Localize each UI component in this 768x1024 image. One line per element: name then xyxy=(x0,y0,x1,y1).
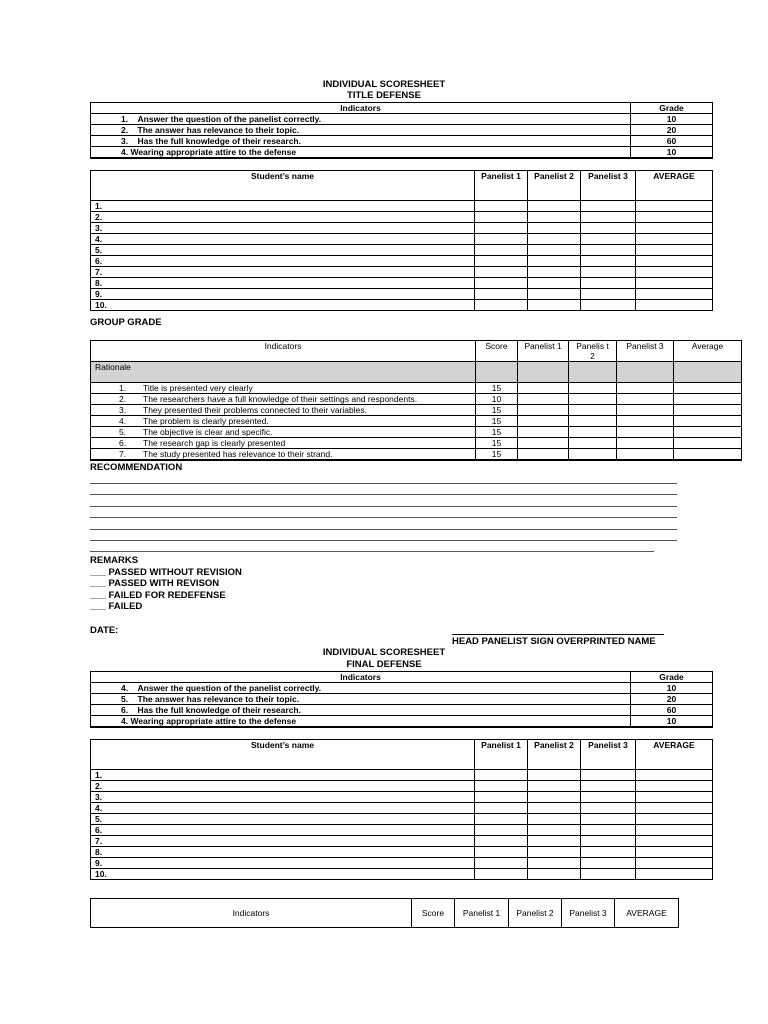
panelist-2-score[interactable] xyxy=(528,814,581,825)
panelist-3-score[interactable] xyxy=(581,300,636,311)
average-score[interactable] xyxy=(636,770,713,781)
group-item-score: 10 xyxy=(476,394,518,405)
signature-line[interactable] xyxy=(452,634,664,635)
panelist-1-score[interactable] xyxy=(475,836,528,847)
student-name-header: Student’s name xyxy=(91,171,475,201)
panelist-3-score[interactable] xyxy=(581,803,636,814)
average-score[interactable] xyxy=(636,858,713,869)
final-group-table xyxy=(90,898,679,928)
panelist-1-score[interactable] xyxy=(475,869,528,880)
group-item-row xyxy=(91,427,742,438)
student-name-header: Student’s name xyxy=(91,740,475,770)
panelist-2-score[interactable] xyxy=(528,770,581,781)
indicator-grade: 60 xyxy=(631,705,713,716)
group-item-text: 3. They presented their problems connected to their variables. xyxy=(91,405,476,416)
student-number[interactable]: 10. xyxy=(91,300,475,311)
indicators-header: Indicators xyxy=(91,103,631,114)
group-item-text: 5. The objective is clear and specific. xyxy=(91,427,476,438)
panelist-1-score[interactable] xyxy=(518,427,569,438)
student-number[interactable]: 4. xyxy=(91,803,475,814)
student-row xyxy=(91,836,713,847)
indicator-row: 6. Has the full knowledge of their research. xyxy=(91,705,631,716)
bottom-indicators-header: Indicators xyxy=(91,899,412,928)
average-score[interactable] xyxy=(636,803,713,814)
grade-header: Grade xyxy=(631,103,713,114)
panelist-3-score[interactable] xyxy=(581,858,636,869)
panelist-3-header: Panelist 3 xyxy=(581,740,636,770)
group-item-text: 1. Title is presented very clearly xyxy=(91,383,476,394)
student-number[interactable]: 8. xyxy=(91,278,475,289)
panelist-3-score[interactable] xyxy=(581,234,636,245)
student-number[interactable]: 3. xyxy=(91,792,475,803)
panelist-2-score[interactable] xyxy=(528,212,581,223)
student-number[interactable]: 7. xyxy=(91,267,475,278)
panelist-2-score[interactable] xyxy=(569,416,617,427)
panelist-1-score[interactable] xyxy=(475,847,528,858)
group-panelist-2-header: Panelis t 2 xyxy=(569,341,617,362)
student-number[interactable]: 5. xyxy=(91,814,475,825)
panelist-2-score[interactable] xyxy=(528,201,581,212)
group-item-row xyxy=(91,449,742,461)
panelist-1-header: Panelist 1 xyxy=(475,171,528,201)
panelist-3-score[interactable] xyxy=(581,847,636,858)
panelist-2-score[interactable] xyxy=(528,234,581,245)
panelist-1-score[interactable] xyxy=(518,438,569,449)
panelist-2-score[interactable] xyxy=(569,438,617,449)
student-number[interactable]: 2. xyxy=(91,212,475,223)
bottom-average-header: AVERAGE xyxy=(615,899,679,928)
student-number[interactable]: 6. xyxy=(91,825,475,836)
average-score[interactable] xyxy=(636,869,713,880)
panelist-3-score[interactable] xyxy=(581,792,636,803)
group-item-text: 4. The problem is clearly presented. xyxy=(91,416,476,427)
recommendation-label: RECOMMENDATION xyxy=(90,462,183,473)
recommendation-line xyxy=(90,506,677,507)
average-score[interactable] xyxy=(636,234,713,245)
panelist-2-score[interactable] xyxy=(528,858,581,869)
panelist-3-score[interactable] xyxy=(581,836,636,847)
group-item-text: 7. The study presented has relevance to their strand. xyxy=(91,449,476,461)
panelist-3-score[interactable] xyxy=(617,405,674,416)
panelist-3-score[interactable] xyxy=(581,770,636,781)
panelist-2-score[interactable] xyxy=(528,847,581,858)
panelist-2-score[interactable] xyxy=(569,449,617,461)
panelist-3-score[interactable] xyxy=(581,289,636,300)
group-panelist-3-header: Panelist 3 xyxy=(617,341,674,362)
student-row xyxy=(91,781,713,792)
panelist-3-score[interactable] xyxy=(581,245,636,256)
student-number[interactable]: 9. xyxy=(91,858,475,869)
student-row xyxy=(91,300,713,311)
recommendation-line xyxy=(90,517,677,518)
panelist-3-score[interactable] xyxy=(617,394,674,405)
panelist-2-score[interactable] xyxy=(528,836,581,847)
final-student-table xyxy=(90,739,713,880)
group-item-row xyxy=(91,394,742,405)
student-number[interactable]: 4. xyxy=(91,234,475,245)
student-number[interactable]: 1. xyxy=(91,201,475,212)
panelist-3-header: Panelist 3 xyxy=(581,171,636,201)
group-item-text: 2. The researchers have a full knowledge of their settings and respondents. xyxy=(91,394,476,405)
panelist-1-score[interactable] xyxy=(475,300,528,311)
panelist-1-score[interactable] xyxy=(518,394,569,405)
average-score[interactable] xyxy=(636,825,713,836)
panelist-2-score[interactable] xyxy=(528,223,581,234)
group-item-score: 15 xyxy=(476,449,518,461)
group-item-text: 6. The research gap is clearly presented xyxy=(91,438,476,449)
student-row xyxy=(91,234,713,245)
recommendation-line xyxy=(90,529,677,530)
panelist-3-score[interactable] xyxy=(581,223,636,234)
average-score[interactable] xyxy=(636,201,713,212)
panelist-2-score[interactable] xyxy=(569,383,617,394)
panelist-1-score[interactable] xyxy=(475,814,528,825)
group-item-row xyxy=(91,383,742,394)
panelist-1-score[interactable] xyxy=(475,792,528,803)
panelist-1-score[interactable] xyxy=(518,416,569,427)
average-score[interactable] xyxy=(636,792,713,803)
average-score[interactable] xyxy=(636,278,713,289)
student-number[interactable]: 6. xyxy=(91,256,475,267)
defense-type-title: FINAL DEFENSE xyxy=(346,659,422,670)
panelist-2-score[interactable] xyxy=(569,394,617,405)
average-header: AVERAGE xyxy=(636,740,713,770)
student-row xyxy=(91,792,713,803)
grade-header: Grade xyxy=(631,672,713,683)
panelist-1-score[interactable] xyxy=(475,223,528,234)
group-indicators-header: Indicators xyxy=(91,341,476,362)
panelist-3-score[interactable] xyxy=(581,212,636,223)
group-panelist-1-header: Panelist 1 xyxy=(518,341,569,362)
student-row xyxy=(91,289,713,300)
average-score[interactable] xyxy=(674,427,742,438)
average-score[interactable] xyxy=(636,781,713,792)
group-item-row xyxy=(91,438,742,449)
indicator-grade: 60 xyxy=(631,136,713,147)
indicator-row: 2. The answer has relevance to their topic. xyxy=(91,125,631,136)
panelist-1-score[interactable] xyxy=(518,405,569,416)
student-number[interactable]: 5. xyxy=(91,245,475,256)
panelist-1-score[interactable] xyxy=(475,267,528,278)
panelist-1-score[interactable] xyxy=(475,781,528,792)
group-average-header: Average xyxy=(674,341,742,362)
recommendation-line xyxy=(90,540,677,541)
panelist-2-score[interactable] xyxy=(569,405,617,416)
group-grade-table xyxy=(90,340,742,461)
group-item-score: 15 xyxy=(476,416,518,427)
remark-option[interactable]: ___ FAILED xyxy=(90,601,143,612)
recommendation-line xyxy=(90,494,677,495)
student-number[interactable]: 8. xyxy=(91,847,475,858)
panelist-3-score[interactable] xyxy=(581,825,636,836)
student-row xyxy=(91,770,713,781)
defense-type-title: TITLE DEFENSE xyxy=(347,90,421,101)
student-row xyxy=(91,847,713,858)
student-row xyxy=(91,223,713,234)
student-row xyxy=(91,803,713,814)
panelist-1-score[interactable] xyxy=(475,245,528,256)
average-score[interactable] xyxy=(636,267,713,278)
panelist-2-score[interactable] xyxy=(528,267,581,278)
final-indicators-table xyxy=(90,671,713,728)
indicator-row: 5. The answer has relevance to their topic. xyxy=(91,694,631,705)
panelist-3-score[interactable] xyxy=(581,267,636,278)
student-row xyxy=(91,825,713,836)
indicator-grade: 10 xyxy=(631,114,713,125)
average-score[interactable] xyxy=(636,212,713,223)
panelist-1-score[interactable] xyxy=(475,858,528,869)
student-number[interactable]: 7. xyxy=(91,836,475,847)
panelist-1-score[interactable] xyxy=(475,256,528,267)
remarks-label: REMARKS xyxy=(90,555,139,566)
student-number[interactable]: 3. xyxy=(91,223,475,234)
panelist-3-score[interactable] xyxy=(617,383,674,394)
panelist-2-header: Panelist 2 xyxy=(528,171,581,201)
indicator-row: 4. Wearing appropriate attire to the defense xyxy=(91,147,631,159)
student-row xyxy=(91,212,713,223)
indicator-grade: 10 xyxy=(631,683,713,694)
panelist-2-score[interactable] xyxy=(528,300,581,311)
average-score[interactable] xyxy=(636,847,713,858)
average-score[interactable] xyxy=(674,394,742,405)
panelist-2-score[interactable] xyxy=(569,427,617,438)
panelist-3-score[interactable] xyxy=(581,256,636,267)
student-number[interactable]: 2. xyxy=(91,781,475,792)
indicator-grade: 10 xyxy=(631,716,713,728)
panelist-1-score[interactable] xyxy=(475,278,528,289)
panelist-1-header: Panelist 1 xyxy=(475,740,528,770)
panelist-2-header: Panelist 2 xyxy=(528,740,581,770)
student-row xyxy=(91,256,713,267)
recommendation-line xyxy=(90,483,677,484)
student-row xyxy=(91,858,713,869)
panelist-3-score[interactable] xyxy=(581,201,636,212)
group-item-score: 15 xyxy=(476,405,518,416)
student-number[interactable]: 9. xyxy=(91,289,475,300)
title-student-table xyxy=(90,170,713,311)
average-header: AVERAGE xyxy=(636,171,713,201)
average-score[interactable] xyxy=(674,416,742,427)
panelist-3-score[interactable] xyxy=(581,814,636,825)
bottom-score-header: Score xyxy=(412,899,455,928)
panelist-2-score[interactable] xyxy=(528,792,581,803)
panelist-3-score[interactable] xyxy=(617,416,674,427)
title-indicators-table xyxy=(90,102,713,159)
indicator-row: 4. Wearing appropriate attire to the defense xyxy=(91,716,631,728)
panelist-1-score[interactable] xyxy=(518,383,569,394)
average-score[interactable] xyxy=(636,814,713,825)
average-score[interactable] xyxy=(636,289,713,300)
group-item-row xyxy=(91,416,742,427)
student-row xyxy=(91,278,713,289)
group-item-score: 15 xyxy=(476,427,518,438)
group-item-score: 15 xyxy=(476,383,518,394)
student-number[interactable]: 10. xyxy=(91,869,475,880)
group-item-score: 15 xyxy=(476,438,518,449)
indicator-grade: 10 xyxy=(631,147,713,159)
panelist-3-score[interactable] xyxy=(617,438,674,449)
indicators-header: Indicators xyxy=(91,672,631,683)
average-score[interactable] xyxy=(674,383,742,394)
bottom-panelist-3-header: Panelist 3 xyxy=(562,899,615,928)
average-score[interactable] xyxy=(636,245,713,256)
panelist-2-score[interactable] xyxy=(528,245,581,256)
bottom-panelist-2-header: Panelist 2 xyxy=(509,899,562,928)
panelist-1-score[interactable] xyxy=(518,449,569,461)
panelist-1-score[interactable] xyxy=(475,212,528,223)
indicator-grade: 20 xyxy=(631,125,713,136)
group-score-header: Score xyxy=(476,341,518,362)
indicator-row: 4. Answer the question of the panelist correctly. xyxy=(91,683,631,694)
average-score[interactable] xyxy=(636,256,713,267)
indicator-grade: 20 xyxy=(631,694,713,705)
panelist-2-score[interactable] xyxy=(528,278,581,289)
panelist-2-score[interactable] xyxy=(528,256,581,267)
student-row xyxy=(91,267,713,278)
panelist-3-score[interactable] xyxy=(581,869,636,880)
student-row xyxy=(91,869,713,880)
panelist-2-score[interactable] xyxy=(528,781,581,792)
panelist-2-score[interactable] xyxy=(528,825,581,836)
group-item-row xyxy=(91,405,742,416)
rationale-cell: Rationale xyxy=(91,362,476,383)
group-grade-label: GROUP GRADE xyxy=(90,317,162,328)
recommendation-line xyxy=(90,551,654,552)
indicator-row: 1. Answer the question of the panelist correctly. xyxy=(91,114,631,125)
signature-label: HEAD PANELIST SIGN OVERPRINTED NAME xyxy=(452,636,656,647)
panelist-3-score[interactable] xyxy=(617,449,674,461)
average-score[interactable] xyxy=(674,438,742,449)
student-row xyxy=(91,814,713,825)
panelist-3-score[interactable] xyxy=(617,427,674,438)
average-score[interactable] xyxy=(674,449,742,461)
panelist-3-score[interactable] xyxy=(581,278,636,289)
average-score[interactable] xyxy=(636,223,713,234)
panelist-2-score[interactable] xyxy=(528,289,581,300)
panelist-1-score[interactable] xyxy=(475,201,528,212)
student-number[interactable]: 1. xyxy=(91,770,475,781)
panelist-2-score[interactable] xyxy=(528,803,581,814)
panelist-1-score[interactable] xyxy=(475,289,528,300)
scoresheet-title: INDIVIDUAL SCORESHEET xyxy=(322,647,446,658)
remark-option[interactable]: ___ PASSED WITHOUT REVISION xyxy=(90,567,242,578)
panelist-1-score[interactable] xyxy=(475,803,528,814)
average-score[interactable] xyxy=(636,836,713,847)
student-row xyxy=(91,201,713,212)
bottom-panelist-1-header: Panelist 1 xyxy=(455,899,509,928)
indicator-row: 3. Has the full knowledge of their research. xyxy=(91,136,631,147)
student-row xyxy=(91,245,713,256)
remark-option[interactable]: ___ PASSED WITH REVISON xyxy=(90,578,220,589)
average-score[interactable] xyxy=(636,300,713,311)
scoresheet-title: INDIVIDUAL SCORESHEET xyxy=(322,79,446,90)
panelist-1-score[interactable] xyxy=(475,825,528,836)
panelist-1-score[interactable] xyxy=(475,770,528,781)
panelist-2-score[interactable] xyxy=(528,869,581,880)
date-label: DATE: xyxy=(90,625,119,636)
average-score[interactable] xyxy=(674,405,742,416)
remark-option[interactable]: ___ FAILED FOR REDEFENSE xyxy=(90,590,226,601)
panelist-3-score[interactable] xyxy=(581,781,636,792)
panelist-1-score[interactable] xyxy=(475,234,528,245)
